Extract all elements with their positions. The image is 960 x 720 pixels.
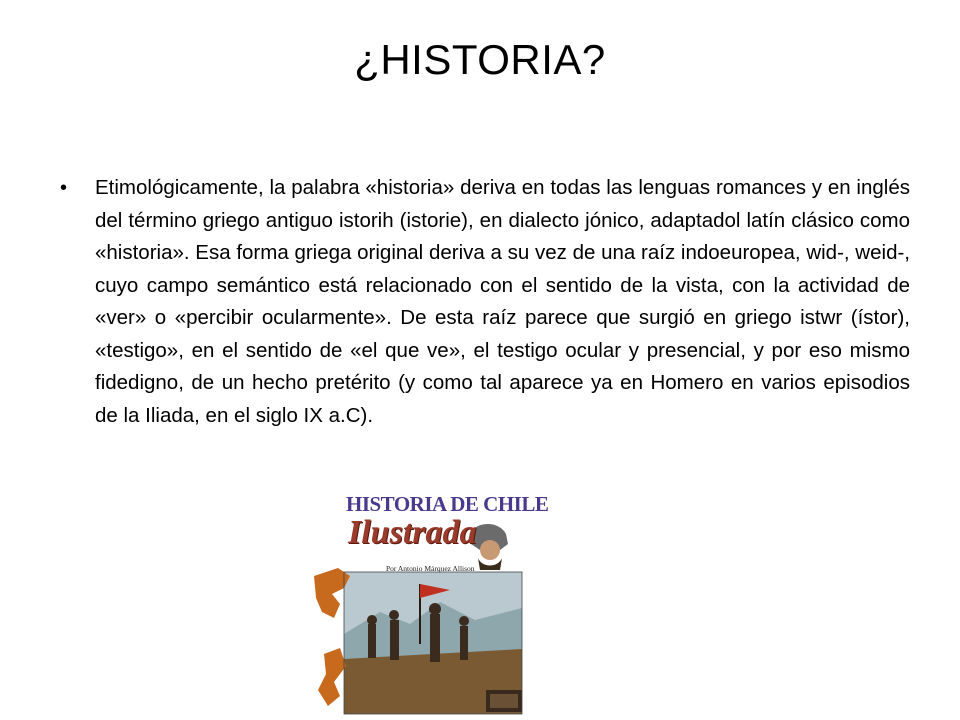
book-title-line-2: Ilustrada bbox=[348, 514, 477, 551]
bullet-list bbox=[60, 172, 910, 432]
bullet-text: Etimológicamente, la palabra «historia» deriva en todas las lenguas romances y en inglés del término griego antiguo istorih (istorie), en dialecto jónico, adaptadol latín clásico como «historia». Esa forma griega original deriva a su vez de una raíz indoeuropea, wid-, weid-, cuyo campo semántico está relacionado con el sentido de la vista, con la actividad de «ver» o «percibir ocularmente». De esta raíz parece que surgió en griego istwr (ístor), «testigo», en el sentido de «el que ve», el testigo ocular y presencial, y por eso mismo fidedigno, de un hecho pretérito (y como tal aparece ya en Homero en varios episodios de la Iliada, en el siglo IX a.C). bbox=[95, 176, 910, 427]
bullet-item bbox=[60, 172, 910, 432]
book-cover-image bbox=[310, 484, 549, 720]
book-title-line-1: HISTORIA DE CHILE bbox=[346, 492, 549, 516]
slide-title: ¿HISTORIA? bbox=[354, 36, 606, 83]
bullet-marker: • bbox=[60, 177, 68, 199]
book-author: Por Antonio Márquez Allison bbox=[386, 564, 475, 573]
